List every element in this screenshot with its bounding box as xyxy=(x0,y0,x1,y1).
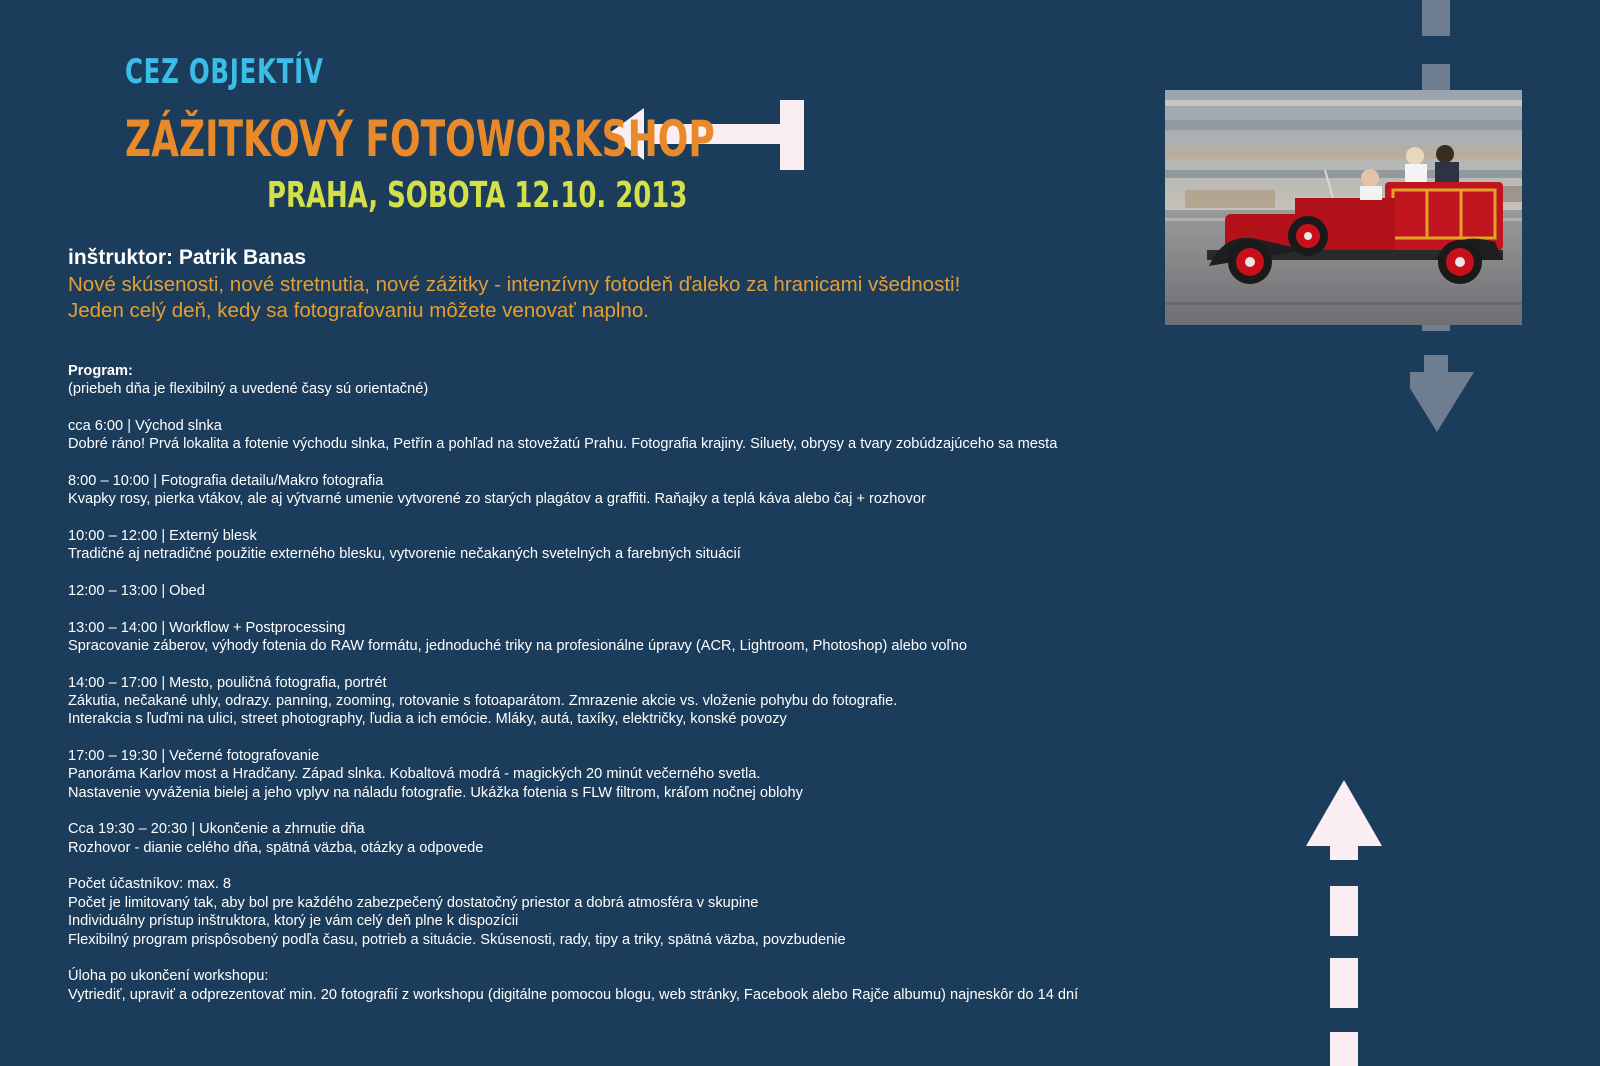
participants-text: Flexibilný program prispôsobený podľa času, potrieb a situácie. Skúsenosti, rady, tipy a triky, spätná väzba, povzbudenie xyxy=(68,931,846,948)
program-item-time: 8:00 – 10:00 | Fotografia detailu/Makro fotografia xyxy=(68,473,384,489)
participants-block xyxy=(68,875,1078,949)
tagline-line-1: Nové skúsenosti, nové stretnutia, nové zážitky - intenzívny fotodeň ďaleko za hranicami všednosti! xyxy=(68,273,961,296)
program-item-text: Kvapky rosy, pierka vtákov, ale aj výtvarné umenie vytvorené zo starých plagátov a graffiti. Raňajky a teplá káva alebo čaj + rozhovor xyxy=(68,491,926,508)
task-text: Vytriediť, upraviť a odprezentovať min. 20 fotografií z workshopu (digitálne pomocou blogu, web stránky, Facebook alebo Rajče albumu) najneskôr do 14 dní xyxy=(68,986,1079,1003)
program-item-text: Nastavenie vyváženia bielej a jeho vplyv na náladu fotografie. Ukážka fotenia s FLW filtrom, kráľom nočnej oblohy xyxy=(68,784,803,801)
tagline-line-2: Jeden celý deň, kedy sa fotografovaniu môžete venovať naplno. xyxy=(68,299,649,322)
program-item-time: 12:00 – 13:00 | Obed xyxy=(68,583,205,599)
instructor-name: inštruktor: Patrik Banas xyxy=(68,246,307,269)
program-item xyxy=(68,674,1078,729)
task-block xyxy=(68,967,1078,1004)
program-item-time: 10:00 – 12:00 | Externý blesk xyxy=(68,528,257,544)
participants-heading: Počet účastníkov: max. 8 xyxy=(68,876,232,893)
program-item-text: Interakcia s ľuďmi na ulici, street photography, ľudia a ich emócie. Mláky, autá, taxíky, električky, konské povozy xyxy=(68,711,787,728)
program-item-text: Dobré ráno! Prvá lokalita a fotenie východu slnka, Petřín a pohľad na stovežatú Prahu. Fotografia krajiny. Siluety, obrysy a tvary zobúdzajúceho sa mesta xyxy=(68,436,1058,453)
program-item-time: Cca 19:30 – 20:30 | Ukončenie a zhrnutie dňa xyxy=(68,821,365,838)
event-date: PRAHA, SOBOTA 12.10. 2013 xyxy=(267,175,688,216)
vintage-car-photo xyxy=(1165,90,1522,325)
page-title: ZÁŽITKOVÝ FOTOWORKSHOP xyxy=(125,110,715,168)
program-item-time: 13:00 – 14:00 | Workflow + Postprocessing xyxy=(68,619,346,636)
program-note: (priebeh dňa je flexibilný a uvedené časy sú orientačné) xyxy=(68,381,429,398)
program-item xyxy=(68,747,1078,802)
program-item xyxy=(68,417,1078,454)
program-item xyxy=(68,820,1078,857)
program-item-text: Panoráma Karlov most a Hradčany. Západ slnka. Kobaltová modrá - magických 20 minút večerného svetla. xyxy=(68,766,761,783)
tagline xyxy=(68,272,960,324)
arrow-up-icon xyxy=(1300,780,1390,1066)
program-heading: Program: xyxy=(68,363,133,379)
task-heading: Úloha po ukončení workshopu: xyxy=(68,968,269,985)
program-item xyxy=(68,527,1078,564)
program-section xyxy=(68,362,1078,1022)
program-item-text: Rozhovor - dianie celého dňa, spätná väzba, otázky a odpovede xyxy=(68,839,484,856)
program-header xyxy=(68,362,1078,399)
participants-text: Počet je limitovaný tak, aby bol pre každého zabezpečený dostatočný priestor a dobrá atmosféra v skupine xyxy=(68,894,759,911)
program-item-text: Spracovanie záberov, výhody fotenia do RAW formátu, jednoduché triky na profesionálne úpravy (ACR, Lightroom, Photoshop) alebo voľno xyxy=(68,638,968,654)
program-item-text: Tradičné aj netradičné použitie externého blesku, vytvorenie nečakaných svetelných a farebných situácií xyxy=(68,546,741,563)
program-item-time: 14:00 – 17:00 | Mesto, pouličná fotografia, portrét xyxy=(68,674,387,691)
program-item-text: Zákutia, nečakané uhly, odrazy. panning, zooming, rotovanie s fotoaparátom. Zmrazenie akcie vs. vloženie pohybu do fotografie. xyxy=(68,693,898,709)
participants-text: Individuálny prístup inštruktora, ktorý je vám celý deň plne k dispozícii xyxy=(68,913,519,930)
program-item xyxy=(68,582,1078,600)
program-item-time: 17:00 – 19:30 | Večerné fotografovanie xyxy=(68,748,320,764)
program-item xyxy=(68,472,1078,509)
brand-logo-text: CEZ OBJEKTÍV xyxy=(125,52,324,92)
program-item xyxy=(68,619,1078,656)
program-item-time: cca 6:00 | Východ slnka xyxy=(68,418,222,434)
